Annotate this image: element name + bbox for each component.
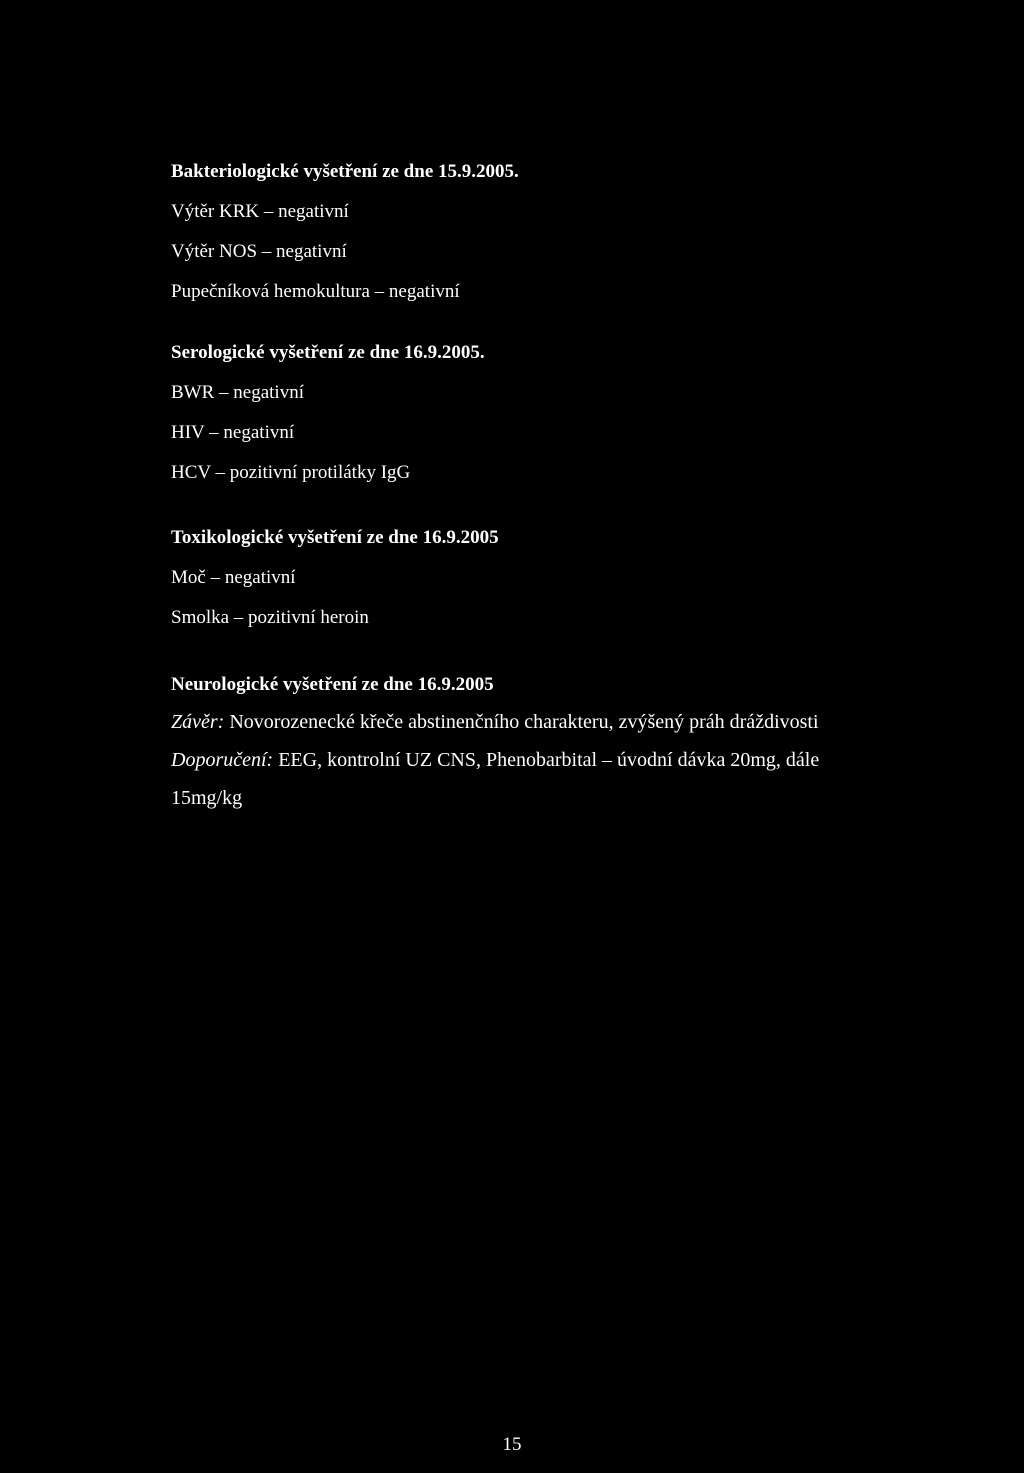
result-line: Smolka – pozitivní heroin — [171, 607, 369, 628]
result-line: HIV – negativní — [171, 422, 295, 443]
page-number: 15 — [502, 1434, 522, 1455]
result-line: BWR – negativní — [171, 382, 304, 403]
result-line: Výtěr KRK – negativní — [171, 201, 349, 222]
result-line: HCV – pozitivní protilátky IgG — [171, 462, 411, 483]
result-line: Pupečníková hemokultura – negativní — [171, 281, 460, 302]
conclusion-label: Závěr: — [171, 711, 225, 733]
conclusion-line — [171, 710, 911, 734]
serological-section — [171, 342, 911, 484]
serological-heading: Serologické vyšetření ze dne 16.9.2005. — [171, 342, 485, 363]
recommendation-line — [171, 748, 911, 772]
toxicological-heading: Toxikologické vyšetření ze dne 16.9.2005 — [171, 527, 499, 548]
result-line: Moč – negativní — [171, 567, 296, 588]
bacteriological-section — [171, 161, 911, 303]
toxicological-section — [171, 527, 911, 629]
neurological-heading: Neurologické vyšetření ze dne 16.9.2005 — [171, 674, 494, 695]
recommendation-text: EEG, kontrolní UZ CNS, Phenobarbital – úvodní dávka 20mg, dále — [273, 749, 820, 771]
recommendation-label: Doporučení: — [171, 749, 274, 771]
neurological-section — [171, 674, 911, 810]
result-line: Výtěr NOS – negativní — [171, 241, 347, 262]
recommendation-continuation: 15mg/kg — [171, 787, 243, 809]
bacteriological-heading: Bakteriologické vyšetření ze dne 15.9.2005. — [171, 161, 519, 182]
conclusion-text: Novorozenecké křeče abstinenčního charakteru, zvýšený práh dráždivosti — [224, 711, 819, 733]
